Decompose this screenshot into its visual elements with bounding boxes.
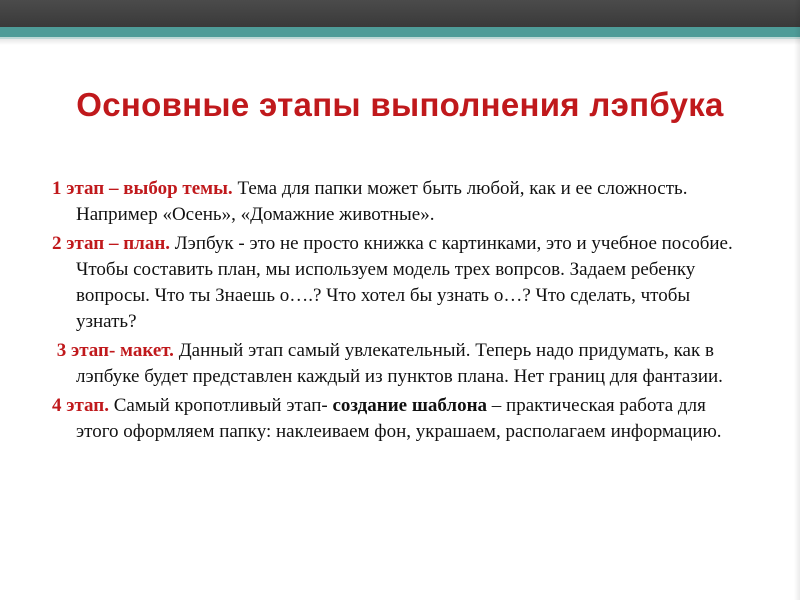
stage-4-highlight: создание шаблона bbox=[332, 395, 488, 416]
header-dark-band bbox=[0, 0, 800, 27]
stage-4-label: 4 этап. bbox=[52, 395, 109, 416]
stage-3-text: Данный этап самый увлекательный. Теперь надо придумать, как в лэпбуке будет представлен каждый из пунктов плана. Нет границ для фантазии. bbox=[76, 340, 723, 387]
stage-2-label: 2 этап – план. bbox=[52, 233, 171, 254]
right-edge-shadow bbox=[794, 0, 800, 600]
slide-title: Основные этапы выполнения лэпбука bbox=[76, 86, 724, 123]
stage-2-paragraph bbox=[52, 231, 752, 335]
header-teal-band bbox=[0, 27, 800, 37]
stage-4-paragraph bbox=[52, 393, 752, 445]
stage-1-text: Тема для папки может быть любой, как и ее сложность. Например «Осень», «Домажние животные». bbox=[76, 178, 688, 225]
stage-4-text-after: – практическая работа для этого оформляем папку: наклеиваем фон, украшаем, располагаем информацию. bbox=[76, 395, 722, 442]
header-shadow bbox=[0, 39, 800, 45]
stage-4-text-before: Самый кропотливый этап- bbox=[108, 395, 333, 416]
stage-3-paragraph bbox=[52, 338, 752, 390]
stage-2-text: Лэпбук - это не просто книжка с картинками, это и учебное пособие. Чтобы составить план, мы используем модель трех вопрсов. Задаем ребенку вопросы. Что ты Знаешь о….? Что хотел бы узнать о…? Что сделать, чтобы узнать? bbox=[76, 233, 733, 332]
stage-3-label: 3 этап- макет. bbox=[56, 340, 174, 361]
stage-1-paragraph bbox=[52, 176, 752, 228]
stage-1-label: 1 этап – выбор темы. bbox=[52, 178, 233, 199]
slide-body bbox=[52, 176, 752, 448]
